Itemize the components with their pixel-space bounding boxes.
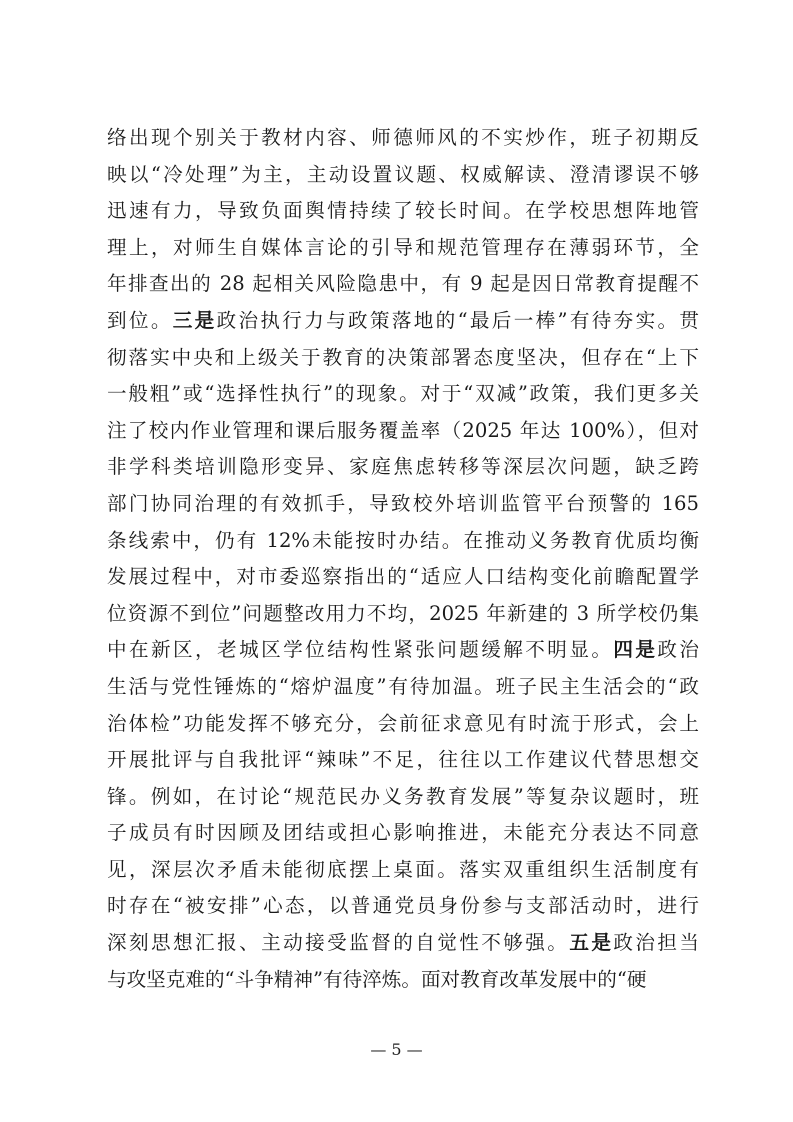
- emphasis-text: 五是: [569, 931, 614, 955]
- text-segment: 治体检”功能发挥不够充分，会前征求意见有时流于形式，会上: [107, 711, 699, 735]
- text-segment: 部门协同治理的有效抓手，导致校外培训监管平台预警的 165: [107, 491, 699, 515]
- text-segment: 政治担当: [613, 931, 699, 955]
- text-segment: 中在新区，老城区学位结构性紧张问题缓解不明显。: [107, 638, 614, 662]
- text-segment: 注了校内作业管理和课后服务覆盖率（2025 年达 100%），但对: [107, 418, 699, 442]
- text-segment: 时存在“被安排”心态，以普通党员身份参与支部活动时，进行: [107, 894, 699, 918]
- text-segment: 到位。: [107, 308, 173, 332]
- text-line: [107, 266, 699, 303]
- text-segment: 子成员有时因顾及团结或担心影响推进，未能充分表达不同意: [107, 821, 699, 845]
- text-segment: 条线索中，仍有 12%未能按时办结。在推动义务教育优质均衡: [107, 528, 699, 552]
- page-number: — 5 —: [370, 1040, 423, 1059]
- text-line: [107, 340, 699, 377]
- text-line: [107, 193, 699, 230]
- text-line: [107, 669, 699, 706]
- text-line: [107, 888, 699, 925]
- text-line: [107, 523, 699, 560]
- text-line: [107, 449, 699, 486]
- text-segment: 开展批评与自我批评“辣味”不足，往往以工作建议代替思想交: [107, 748, 699, 772]
- text-line: [107, 157, 699, 194]
- text-line: [107, 815, 699, 852]
- body-paragraph: [107, 120, 699, 998]
- text-segment: 见，深层次矛盾未能彻底摆上桌面。落实双重组织生活制度有: [107, 857, 699, 881]
- text-line: [107, 486, 699, 523]
- text-segment: 彻落实中央和上级关于教育的决策部署态度坚决，但存在“上下: [107, 345, 699, 369]
- text-line: [107, 376, 699, 413]
- text-line: [107, 962, 699, 999]
- emphasis-text: 三是: [172, 308, 217, 332]
- text-line: [107, 925, 699, 962]
- text-line: [107, 230, 699, 267]
- text-segment: 络出现个别关于教材内容、师德师风的不实炒作，班子初期反: [107, 126, 699, 149]
- text-line: [107, 742, 699, 779]
- text-segment: 迅速有力，导致负面舆情持续了较长时间。在学校思想阵地管: [107, 199, 699, 223]
- text-segment: 与攻坚克难的“斗争精神”有待淬炼。面对教育改革发展中的“硬: [107, 967, 647, 991]
- text-segment: 位资源不到位”问题整改用力不均，2025 年新建的 3 所学校仍集: [107, 601, 699, 625]
- text-line: [107, 120, 699, 157]
- text-segment: 生活与党性锤炼的“熔炉温度”有待加温。班子民主生活会的“政: [107, 674, 699, 698]
- text-line: [107, 303, 699, 340]
- text-line: [107, 706, 699, 743]
- text-line: [107, 596, 699, 633]
- text-line: [107, 559, 699, 596]
- text-segment: 非学科类培训隐形变异、家庭焦虑转移等深层次问题，缺乏跨: [107, 455, 699, 479]
- text-segment: 政治: [657, 638, 699, 662]
- text-line: [107, 779, 699, 816]
- text-line: [107, 413, 699, 450]
- text-segment: 深刻思想汇报、主动接受监督的自觉性不够强。: [107, 931, 570, 955]
- text-segment: 理上，对师生自媒体言论的引导和规范管理存在薄弱环节，全: [107, 235, 699, 259]
- text-segment: 发展过程中，对市委巡察指出的“适应人口结构变化前瞻配置学: [107, 565, 699, 589]
- text-segment: 政治执行力与政策落地的“最后一棒”有待夯实。贯: [216, 308, 700, 332]
- text-segment: 一般粗”或“选择性执行”的现象。对于“双减”政策，我们更多关: [107, 382, 699, 406]
- text-segment: 映以“冷处理”为主，主动设置议题、权威解读、澄清谬误不够: [107, 162, 699, 186]
- emphasis-text: 四是: [613, 638, 658, 662]
- text-line: [107, 852, 699, 889]
- text-segment: 年排查出的 28 起相关风险隐患中，有 9 起是因日常教育提醒不: [107, 272, 699, 296]
- text-segment: 锋。例如，在讨论“规范民办义务教育发展”等复杂议题时，班: [107, 784, 699, 808]
- text-line: [107, 632, 699, 669]
